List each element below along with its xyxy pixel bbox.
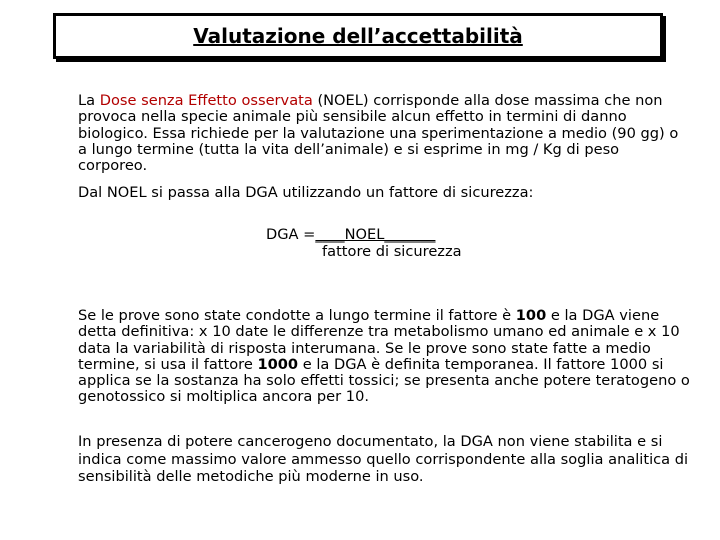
factor-100: 100: [515, 307, 547, 324]
formula-lhs: DGA =: [266, 226, 316, 243]
title-box: [53, 13, 663, 59]
factor-text-e: e la DGA è definita temporanea. Il fattore 1000 si applica se la sostanza ha solo effetti tossici; se presenta anche potere teratogeno o genotossico si moltiplica ancora per 10.: [78, 355, 690, 406]
paragraph-safety-factor: [78, 308, 693, 406]
factor-text-a: Se le prove sono state condotte a lungo termine il fattore è: [78, 307, 516, 324]
noel-intro-text: La: [78, 92, 100, 109]
factor-1000: 1000: [257, 355, 299, 373]
noel-rest-text: (NOEL) corrisponde alla dose massima che non provoca nella specie animale più sensibile alcun effetto in termini di danno biologico. Essa richiede per la valutazione una sperimentazione a medio (90 gg) o a lungo termine (tutta la vita dell’animale) e si esprime in mg / Kg di peso corporeo.: [78, 92, 679, 175]
paragraph-carcinogen: In presenza di potere cancerogeno documentato, la DGA non viene stabilita e si indica come massimo valore ammesso quello corrispondente alla soglia analitica di sensibilità delle metodiche più moderne in uso.: [78, 433, 689, 485]
formula-denominator: fattore di sicurezza: [322, 243, 462, 260]
dga-formula: [266, 226, 462, 260]
slide-title: Valutazione dell’accettabilità: [193, 24, 523, 48]
paragraph-noel-definition: [78, 93, 688, 174]
noel-highlight-text: Dose senza Effetto osservata: [99, 92, 313, 109]
formula-numerator: ____NOEL_______: [315, 226, 436, 243]
paragraph-noel-to-dga: Dal NOEL si passa alla DGA utilizzando un fattore di sicurezza:: [78, 184, 534, 201]
factor-text-c: e la DGA viene detta definitiva: x 10 date le differenze tra metabolismo umano ed animale e x 10 data la variabilità di risposta interumana. Se le prove sono state fatte a medio termine, si usa il fattore: [78, 307, 680, 373]
